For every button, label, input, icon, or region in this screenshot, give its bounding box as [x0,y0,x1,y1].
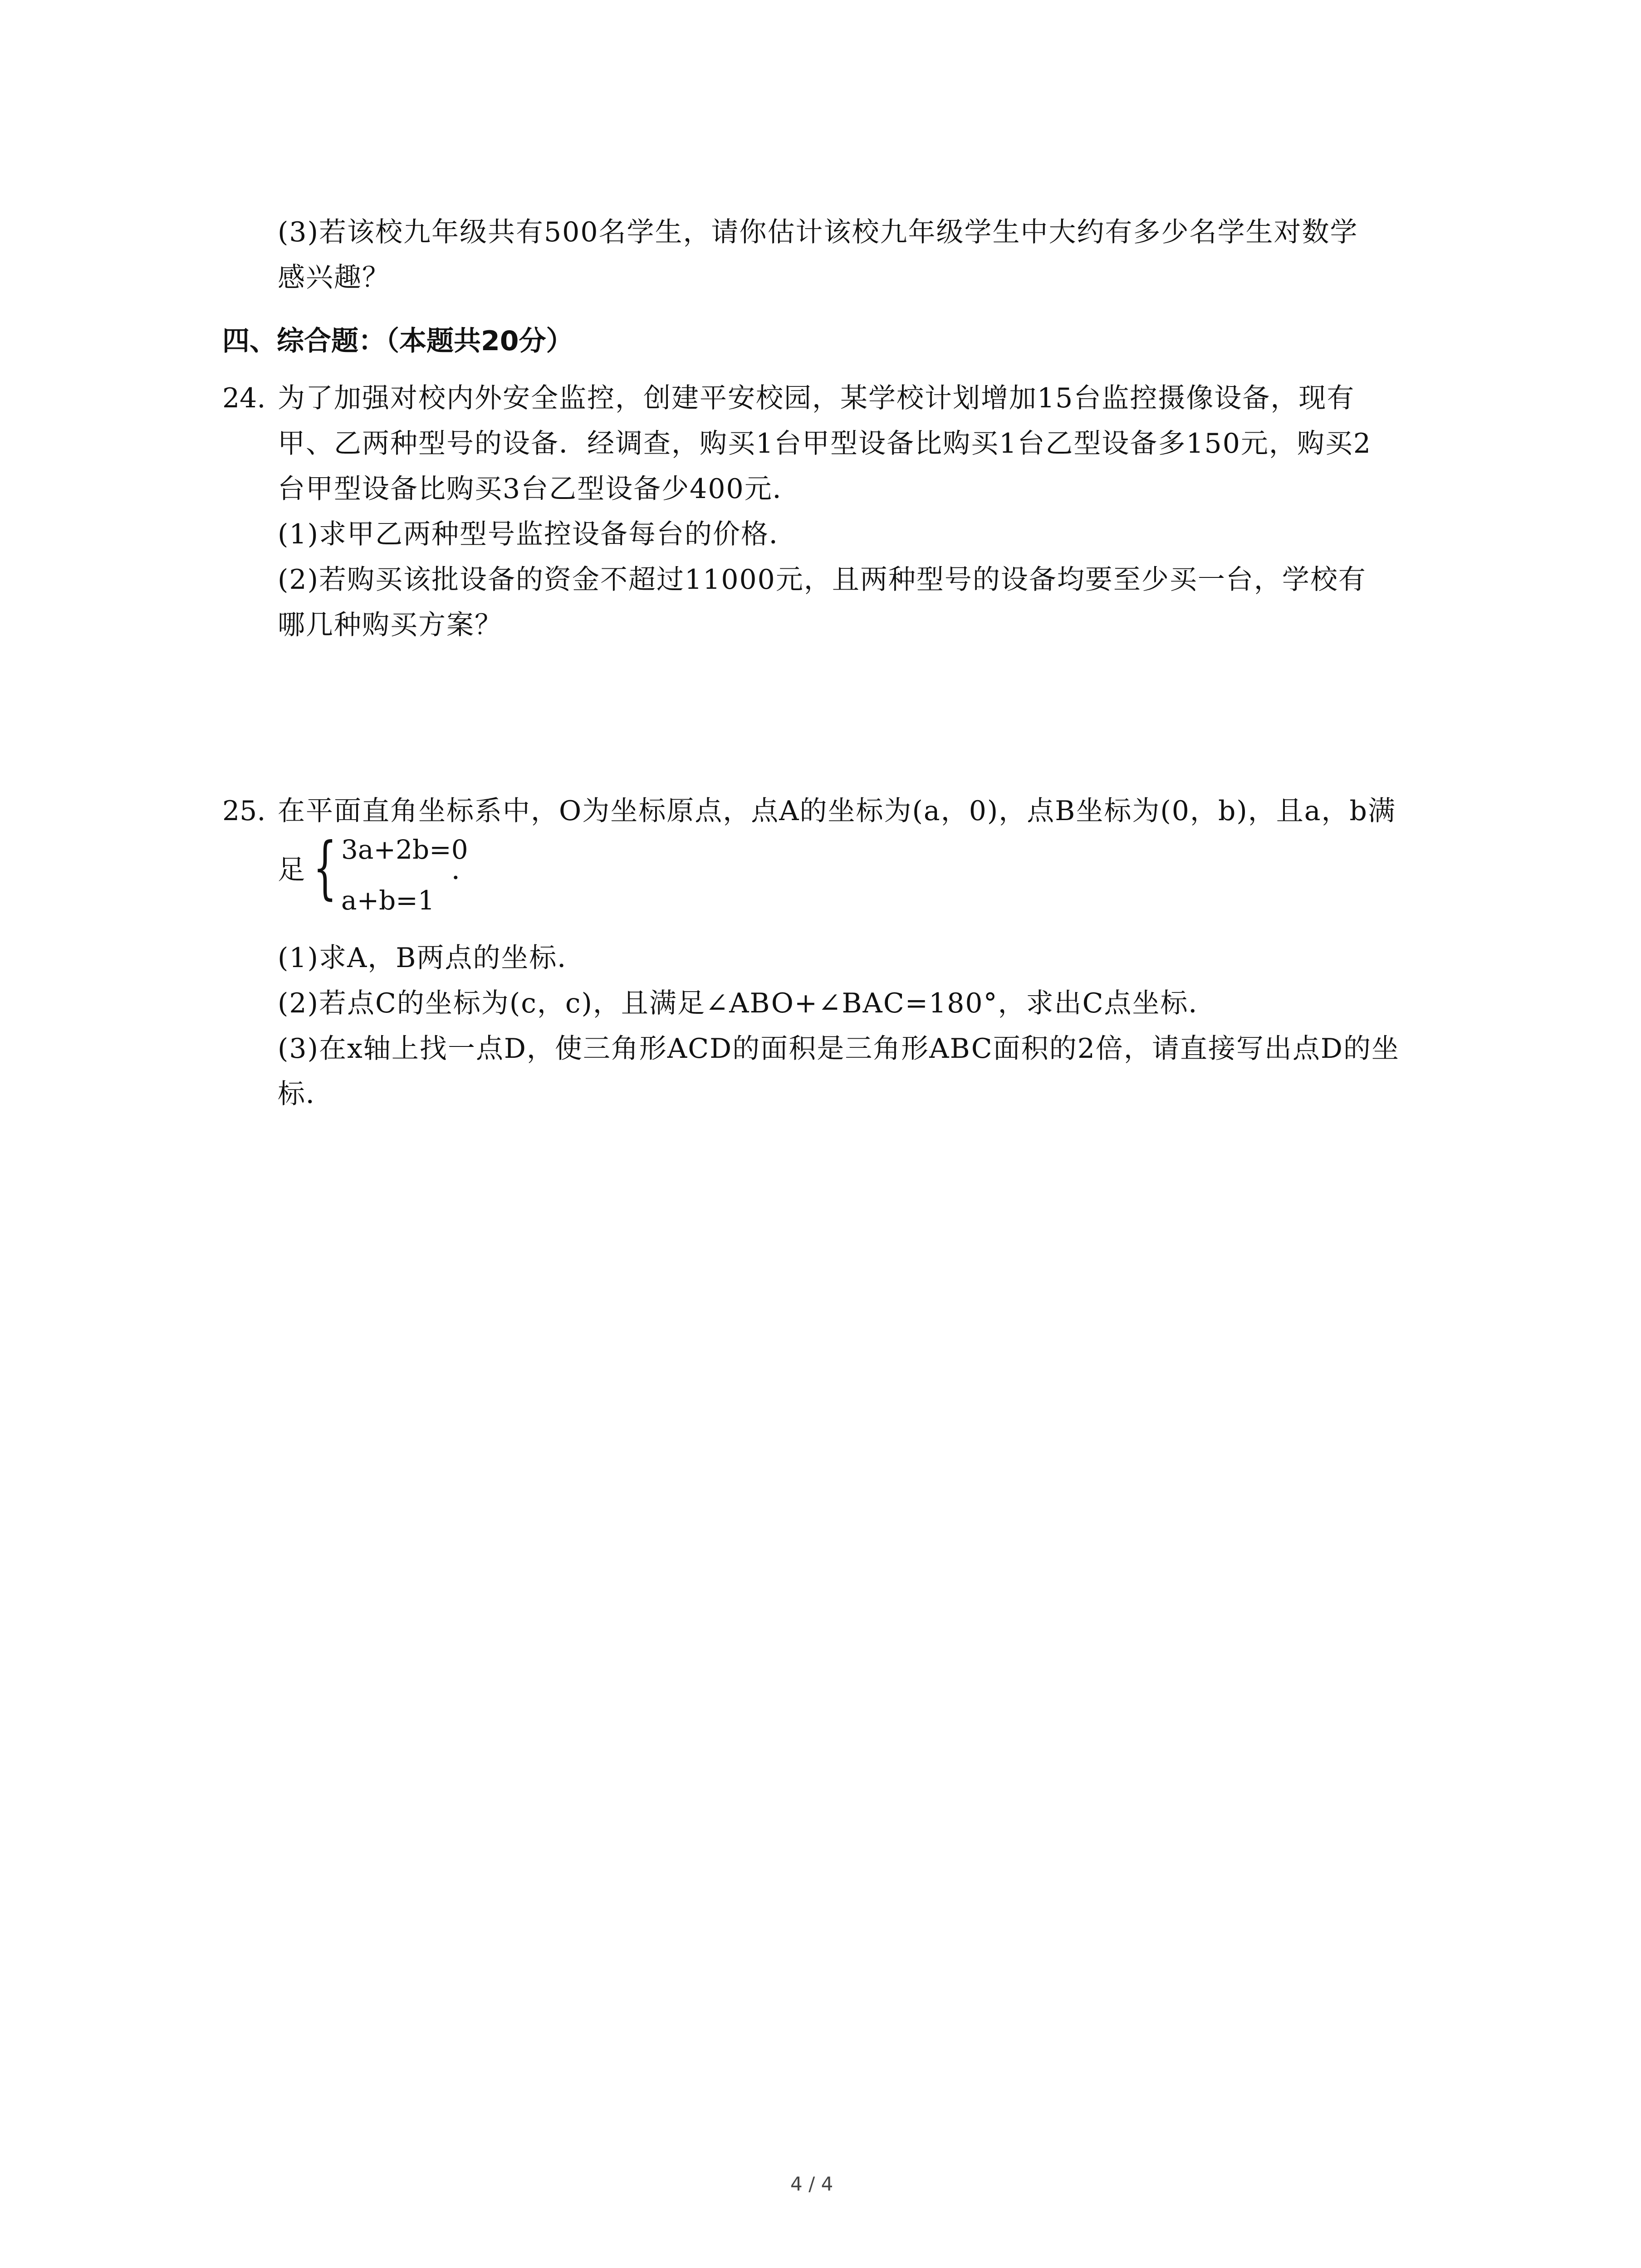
question-number-25: 25. [222,795,266,827]
q24-part2-line1: (2)若购买该批设备的资金不超过11000元，且两种型号的设备均要至少买一台，学校有 [278,564,1367,596]
question-number-24: 24. [222,382,266,414]
q25-part1: (1)求A，B两点的坐标． [278,942,586,974]
q25-part2: (2)若点C的坐标为(c，c)，且满足∠ABO+∠BAC=180°，求出C点坐标． [278,987,1217,1019]
page-number: 4 / 4 [790,2173,833,2195]
q24-line1: 为了加强对校内外安全监控，创建平安校园，某学校计划增加15台监控摄像设备，现有 [278,382,1355,414]
equation-2: a+b=1 [341,885,435,916]
q25-part3-line2: 标． [278,1078,334,1110]
equation-system-brace: { [313,828,337,907]
q24-line3: 台甲型设备比购买3台乙型设备少400元． [278,473,801,505]
q25-line2-prefix: 足 [278,854,306,886]
q24-part2-line2: 哪几种购买方案？ [278,609,503,641]
q25-line2-suffix: ． [451,854,480,886]
q24-line2: 甲、乙两种型号的设备．经调查，购买1台甲型设备比购买1台乙型设备多150元，购买2 [278,428,1372,459]
q24-part1: (1)求甲乙两种型号监控设备每台的价格． [278,518,797,550]
section-heading: 四、综合题：（本题共20分） [222,325,573,357]
q23-part3-line1: (3)若该校九年级共有500名学生，请你估计该校九年级学生中大约有多少名学生对数学 [278,216,1358,248]
equation-1: 3a+2b=0 [341,834,468,865]
q25-part3-line1: (3)在x轴上找一点D，使三角形ACD的面积是三角形ABC面积的2倍，请直接写出点D的坐 [278,1033,1400,1065]
q23-part3-line2: 感兴趣？ [278,262,390,293]
q25-line1: 在平面直角坐标系中，O为坐标原点，点A的坐标为(a，0)，点B坐标为(0，b)，且a，b满 [278,795,1396,827]
